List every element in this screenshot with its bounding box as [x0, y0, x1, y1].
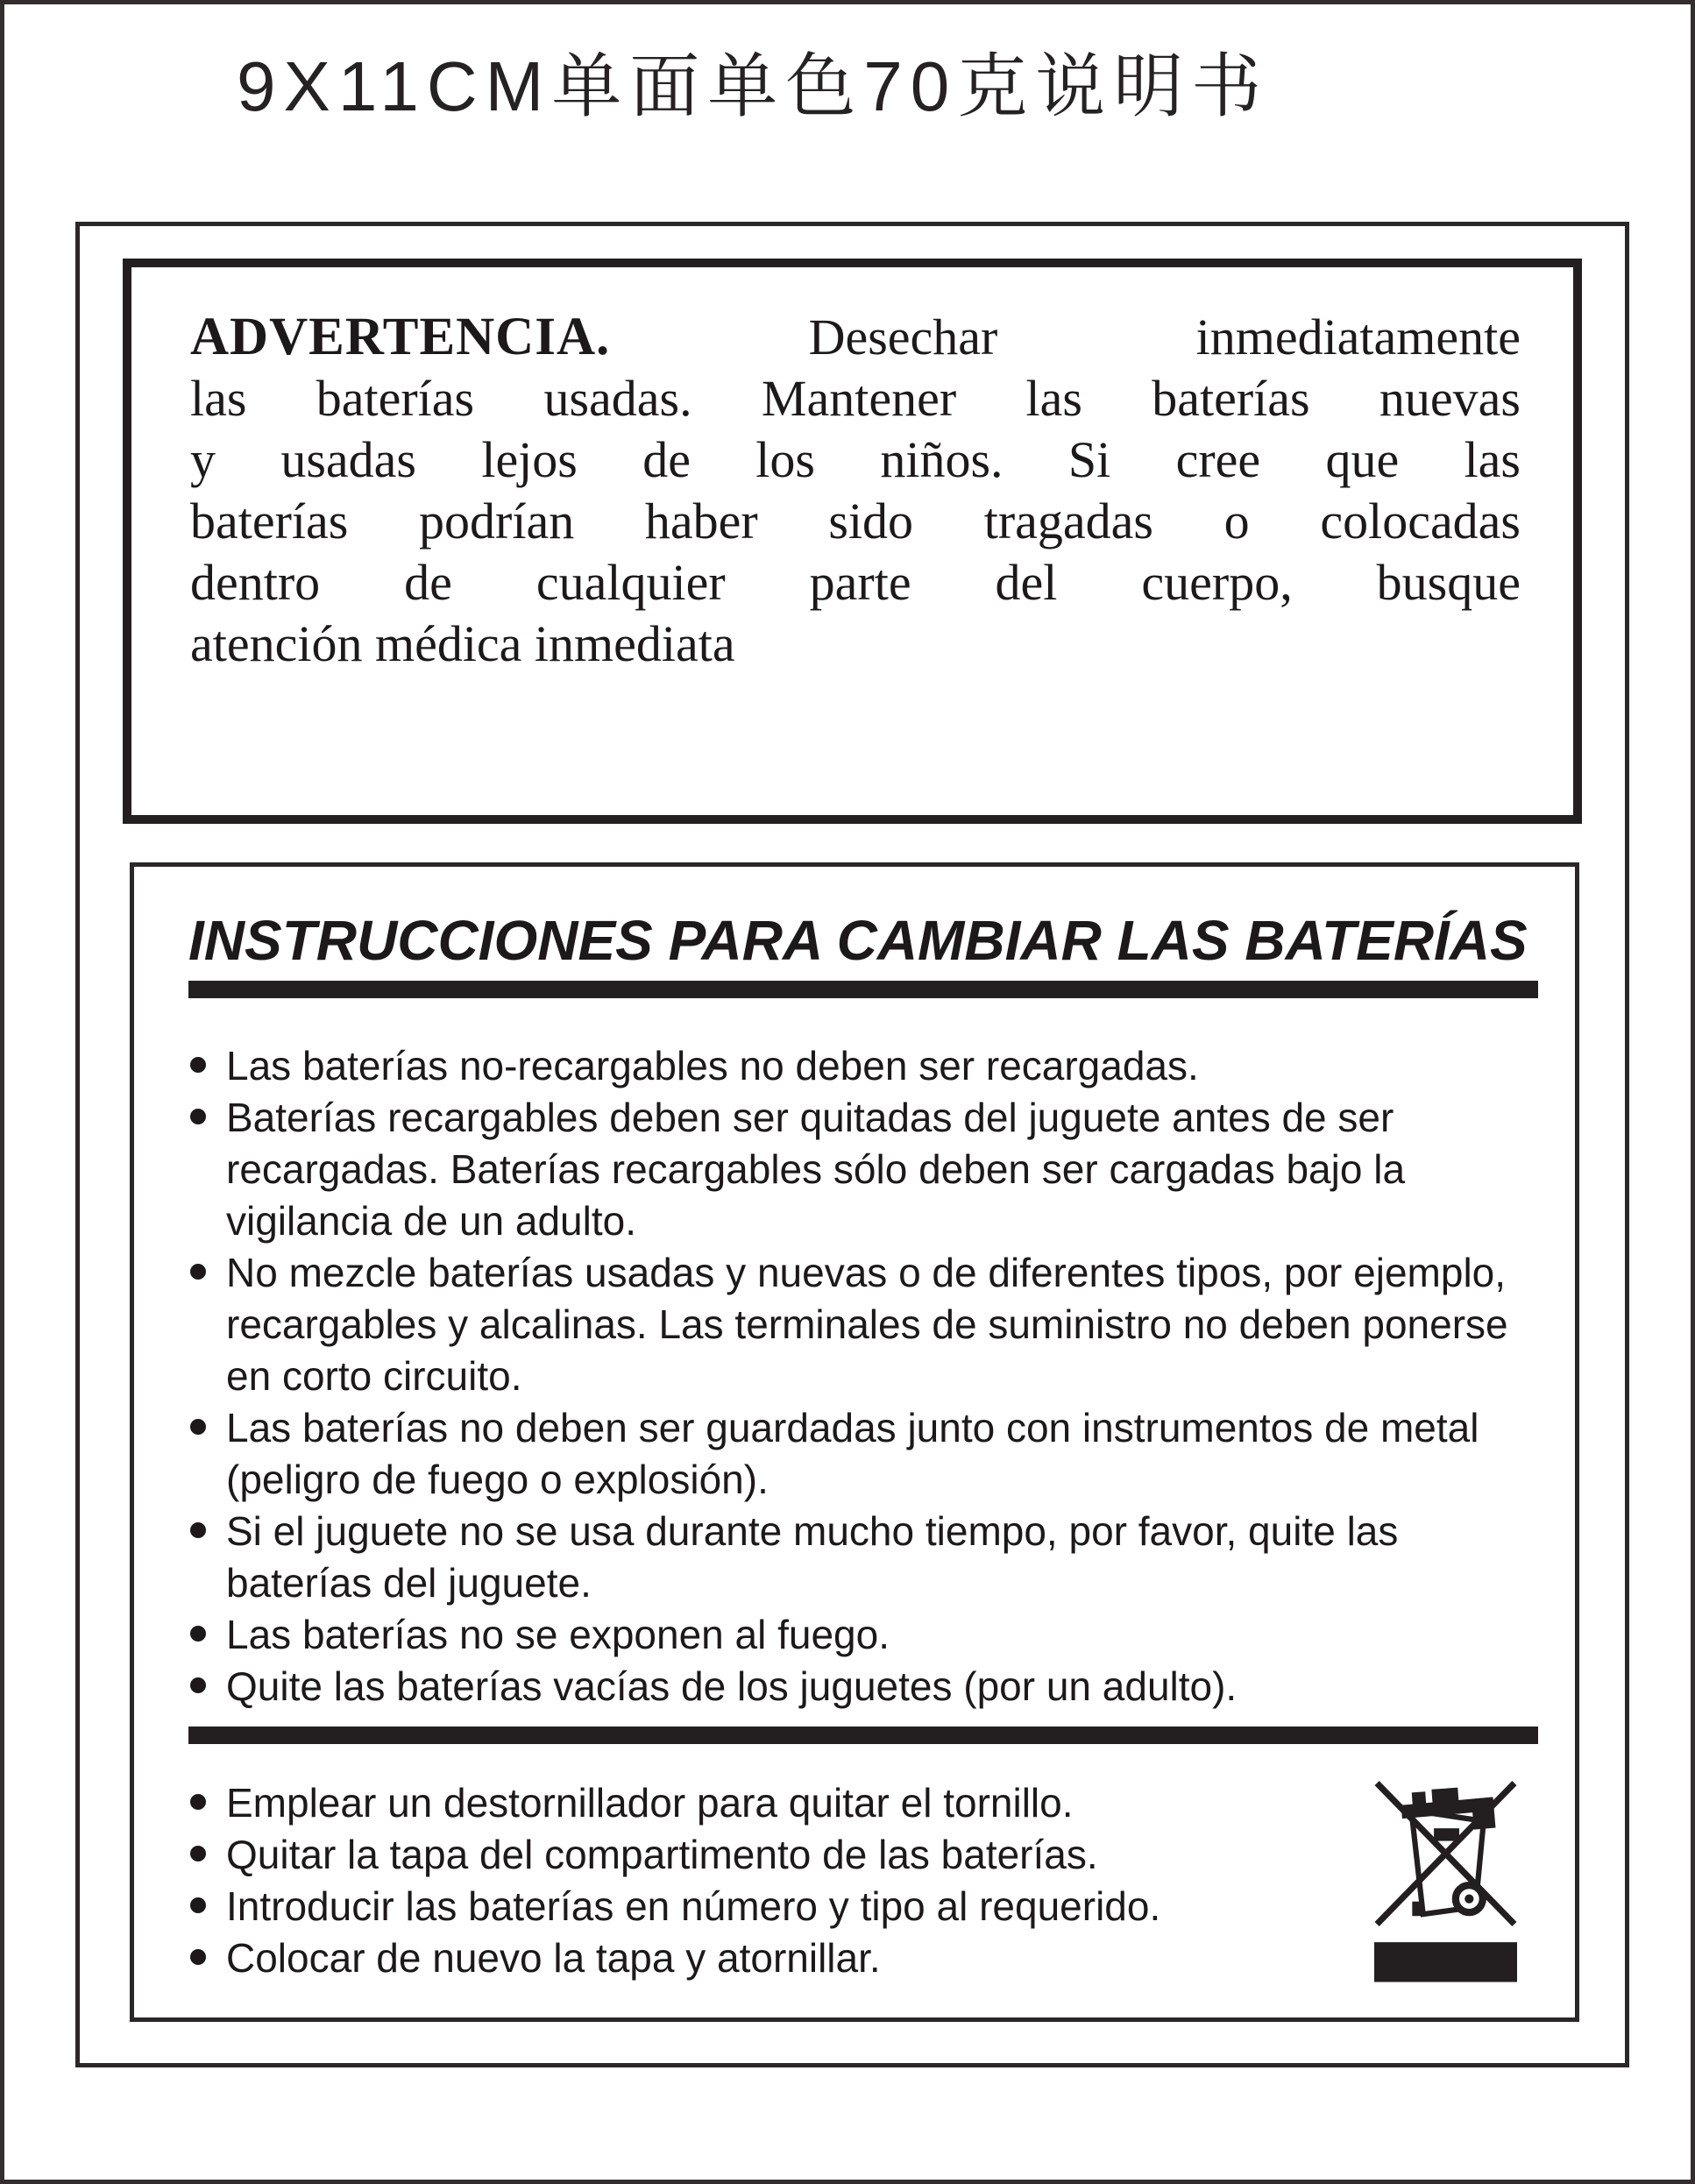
list-item — [188, 1040, 1538, 1092]
list-item-text: Las baterías no se exponen al fuego. — [226, 1612, 890, 1657]
warning-title: ADVERTENCIA. — [190, 308, 611, 366]
warning-word: inmediatamente — [1195, 308, 1521, 365]
main-frame — [75, 222, 1629, 2067]
warning-line: baterías podrían haber sido tragadas o colocadas — [190, 493, 1521, 550]
list-item-text: Quitar la tapa del compartimento de las baterías. — [226, 1832, 1098, 1877]
list-item — [188, 1932, 1538, 1984]
weee-bin-icon — [1374, 1781, 1517, 1982]
list-item — [188, 1092, 1538, 1247]
instructions-heading: INSTRUCCIONES PARA CAMBIAR LAS BATERÍAS — [188, 909, 1528, 972]
list-item — [188, 1402, 1538, 1506]
list-item — [188, 1881, 1538, 1932]
list-item-text: Quite las baterías vacías de los juguetes (por un adulto). — [226, 1663, 1238, 1709]
list-item-text: Las baterías no-recargables no deben ser recargadas. — [226, 1043, 1199, 1088]
list-item — [188, 1506, 1538, 1609]
page-title: 9X11CM单面单色70克说明书 — [237, 47, 1270, 125]
bullet-icon — [190, 1794, 206, 1810]
warning-line: atención médica inmediata — [190, 615, 735, 672]
warning-word: Desechar — [808, 308, 998, 365]
list-item — [188, 1829, 1538, 1881]
bullet-icon — [190, 1419, 206, 1435]
bullet-icon — [190, 1846, 206, 1861]
bullet-icon — [190, 1522, 206, 1538]
battery-warnings-list — [188, 1040, 1538, 1712]
list-item-text: Las baterías no deben ser guardadas junto con instrumentos de metal (peligro de fuego o explosión). — [226, 1405, 1479, 1502]
bullet-icon — [190, 1949, 206, 1965]
bullet-icon — [190, 1109, 206, 1124]
list-item-text: Colocar de nuevo la tapa y atornillar. — [226, 1935, 881, 1981]
warning-line: dentro de cualquier parte del cuerpo, busque — [190, 554, 1521, 611]
list-item — [188, 1777, 1538, 1829]
bullet-icon — [190, 1626, 206, 1642]
divider-rule-bottom — [188, 1727, 1538, 1744]
divider-rule-top — [188, 981, 1538, 998]
list-item-text: Introducir las baterías en número y tipo al requerido. — [226, 1883, 1161, 1929]
bullet-icon — [190, 1264, 206, 1280]
list-item-text: Baterías recargables deben ser quitadas del juguete antes de ser recargadas. Baterías recargables sólo deben ser cargadas bajo la vigilancia de un adulto. — [226, 1095, 1406, 1244]
warning-line: y usadas lejos de los niños. Si cree que las — [190, 431, 1521, 488]
list-item — [188, 1247, 1538, 1402]
warning-line — [190, 307, 1521, 368]
bullet-icon — [190, 1057, 206, 1073]
list-item-text: Si el juguete no se usa durante mucho tiempo, por favor, quite las baterías del juguete. — [226, 1508, 1399, 1606]
list-item — [188, 1661, 1538, 1712]
warning-line: las baterías usadas. Mantener las baterías nuevas — [190, 370, 1521, 427]
warning-box — [123, 259, 1582, 824]
instructions-box — [130, 862, 1579, 2022]
bullet-icon — [190, 1897, 206, 1913]
list-item-text: No mezcle baterías usadas y nuevas o de diferentes tipos, por ejemplo, recargables y alcalinas. Las terminales de suministro no deben ponerse en corto circuito. — [226, 1250, 1508, 1399]
battery-steps-list — [188, 1777, 1538, 1984]
list-item-text: Emplear un destornillador para quitar el tornillo. — [226, 1780, 1074, 1826]
bullet-icon — [190, 1677, 206, 1693]
list-item — [188, 1609, 1538, 1661]
